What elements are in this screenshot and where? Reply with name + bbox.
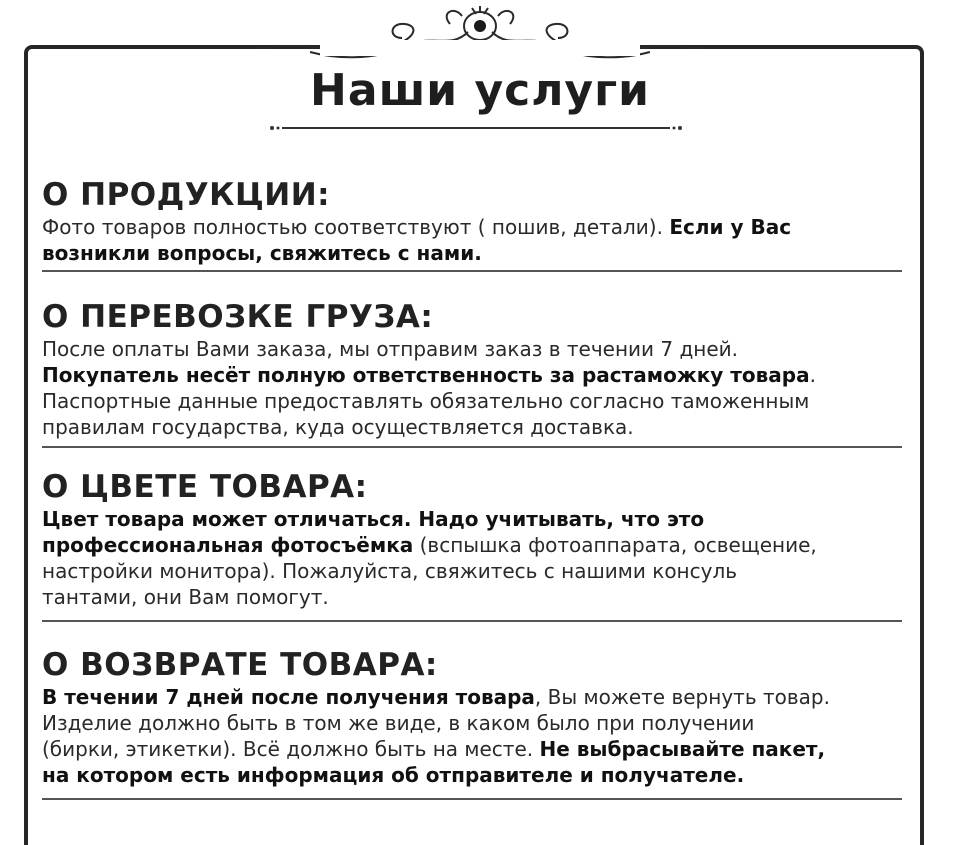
- section-divider: [42, 798, 902, 800]
- section-line: (бирки, этикетки). Всё должно быть на месте. Не выбрасывайте пакет,: [42, 737, 826, 761]
- section-line: Фото товаров полностью соответствуют ( пошив, детали). Если у Вас: [42, 215, 792, 239]
- section-line: Изделие должно быть в том же виде, в каком было при получении: [42, 711, 755, 735]
- section-heading: О ПЕРЕВОЗКЕ ГРУЗА:: [42, 299, 434, 335]
- section-line: В течении 7 дней после получения товара, Вы можете вернуть товар.: [42, 685, 830, 709]
- page-title: Наши услуги: [310, 65, 650, 116]
- title-divider-icon: [268, 124, 684, 132]
- section-line: на котором есть информация об отправителе и получателе.: [42, 763, 745, 787]
- section-line: возникли вопросы, свяжитесь с нами.: [42, 241, 482, 265]
- section-line: профессиональная фотосъёмка (вспышка фотоаппарата, освещение,: [42, 533, 817, 557]
- section-heading: О ЦВЕТЕ ТОВАРА:: [42, 469, 368, 505]
- section-heading: О ВОЗВРАТЕ ТОВАРА:: [42, 647, 438, 683]
- section-divider: [42, 270, 902, 272]
- section-products: [42, 176, 912, 266]
- section-line: правилам государства, куда осуществляется доставка.: [42, 415, 634, 439]
- section-shipping: [42, 298, 912, 440]
- section-heading: О ПРОДУКЦИИ:: [42, 177, 331, 213]
- section-divider: [42, 620, 902, 622]
- section-returns: [42, 646, 912, 788]
- section-line: настройки монитора). Пожалуйста, свяжитесь с нашими консуль: [42, 559, 738, 583]
- ornament-flourish-icon: [250, 2, 710, 64]
- section-line: тантами, они Вам помогут.: [42, 585, 329, 609]
- section-line: Цвет товара может отличаться. Надо учитывать, что это: [42, 507, 705, 531]
- section-divider: [42, 446, 902, 448]
- section-line: Покупатель несёт полную ответственность за растаможку товара.: [42, 363, 816, 387]
- section-line: Паспортные данные предоставлять обязательно согласно таможенным: [42, 389, 810, 413]
- section-line: После оплаты Вами заказа, мы отправим заказ в течении 7 дней.: [42, 337, 739, 361]
- section-color: [42, 468, 912, 610]
